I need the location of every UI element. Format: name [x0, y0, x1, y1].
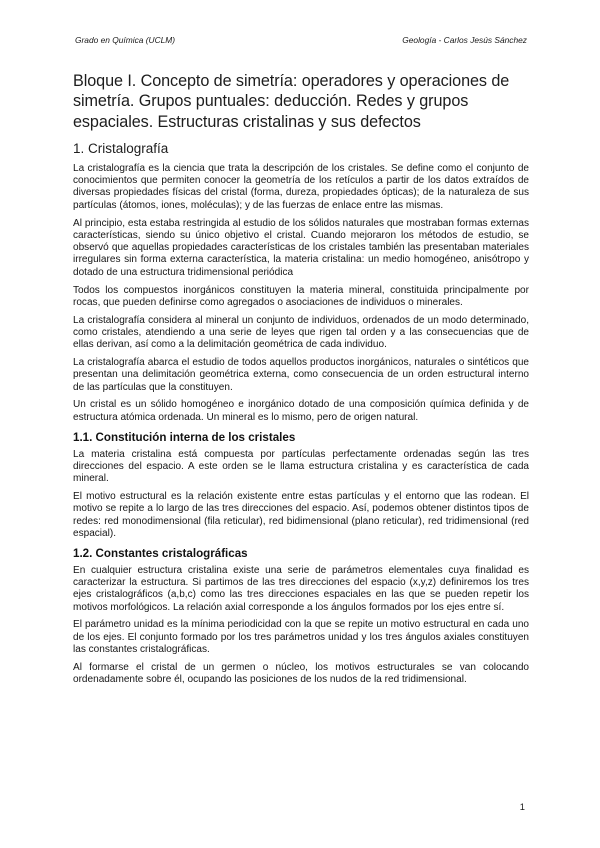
paragraph: El motivo estructural es la relación existente entre estas partículas y el entorno que las rodean. El motivo se repite a lo largo de las tres direcciones del espacio. Así, podemos obtener distintos tipos de redes: red monodimensional (fila reticular), red bidimensional (plano reticular), red tridimensional (red espacial).: [73, 490, 529, 539]
paragraph: Al formarse el cristal de un germen o núcleo, los motivos estructurales se van colocando ordenadamente sobre él, ocupando las posiciones de los nudos de la red tridimensional.: [73, 661, 529, 685]
running-header: [75, 35, 527, 45]
header-course: Grado en Química (UCLM): [75, 35, 176, 45]
paragraph: La materia cristalina está compuesta por partículas perfectamente ordenadas según las tres direcciones del espacio. A este orden se le llama estructura cristalina y es característica de cada mineral.: [73, 448, 529, 485]
document-title: Bloque I. Concepto de simetría: operadores y operaciones de simetría. Grupos puntuales: deducción. Redes y grupos espaciales. Estructuras cristalinas y sus defectos: [73, 72, 510, 131]
page-number: 1: [519, 801, 525, 812]
header-subject-author: Geología - Carlos Jesús Sánchez: [402, 35, 527, 45]
paragraph: La cristalografía abarca el estudio de todos aquellos productos inorgánicos, naturales o sintéticos que presentan una delimitación geométrica externa, como consecuencia de un orden estructural interno de las partículas que la constituyen.: [73, 357, 529, 393]
section-heading-cristalografia: 1. Cristalografía: [73, 140, 169, 156]
subsection-heading-constantes: 1.2. Constantes cristalográficas: [73, 546, 248, 560]
paragraph: La cristalografía es la ciencia que trata la descripción de los cristales. Se define como el conjunto de conocimientos que permiten conocer la geometría de los retículos a partir de los datos extraídos de diversas propiedades físicas del cristal (forma, dureza, propiedades ópticas); de la naturaleza de sus partículas (átomos, iones, moléculas); y de las fuerzas de enlace entre las mismas.: [73, 162, 529, 211]
paragraph: El parámetro unidad es la mínima periodicidad con la que se repite un motivo estructural en cada uno de los ejes. El conjunto formado por los tres parámetros unidad y los tres ángulos axiales constituyen las constantes cristalográficas.: [73, 619, 529, 655]
page-content: [73, 71, 529, 692]
paragraph: Al principio, esta estaba restringida al estudio de los sólidos naturales que mostraban formas externas características, siendo su único objetivo el cristal. Cuando mejoraron los métodos de estudio, se observó que aquellas propiedades características de los cristales también las presentaban materiales irregulares sin forma externa característica, la materia cristalina: un medio homogéneo, anisótropo y dotado de una estructura tridimensional periódica: [73, 217, 529, 278]
paragraph: Todos los compuestos inorgánicos constituyen la materia mineral, constituida principalmente por rocas, que pueden definirse como agregados o asociaciones de individuos o minerales.: [73, 284, 529, 308]
paragraph: Un cristal es un sólido homogéneo e inorgánico dotado de una composición química definida y de estructura atómica ordenada. Un mineral es lo mismo, pero de origen natural.: [73, 399, 529, 423]
paragraph: En cualquier estructura cristalina existe una serie de parámetros elementales cuya finalidad es caracterizar la estructura. Si partimos de las tres direcciones del espacio (x,y,z) definiremos los tres ejes cristalográficos (a,b,c) como las tres direcciones espaciales en las que se pueden repetir los motivos morfológicos. La relación axial corresponde a los ángulos formados por los ejes entre sí.: [73, 564, 529, 613]
subsection-heading-constitucion: 1.1. Constitución interna de los cristales: [73, 430, 296, 444]
paragraph: La cristalografía considera al mineral un conjunto de individuos, ordenados de un modo determinado, como cristales, atendiendo a una serie de leyes que rigen tal orden y a las consecuencias que de ellas derivan, así como a la delimitación geométrica de cada individuo.: [73, 314, 529, 351]
